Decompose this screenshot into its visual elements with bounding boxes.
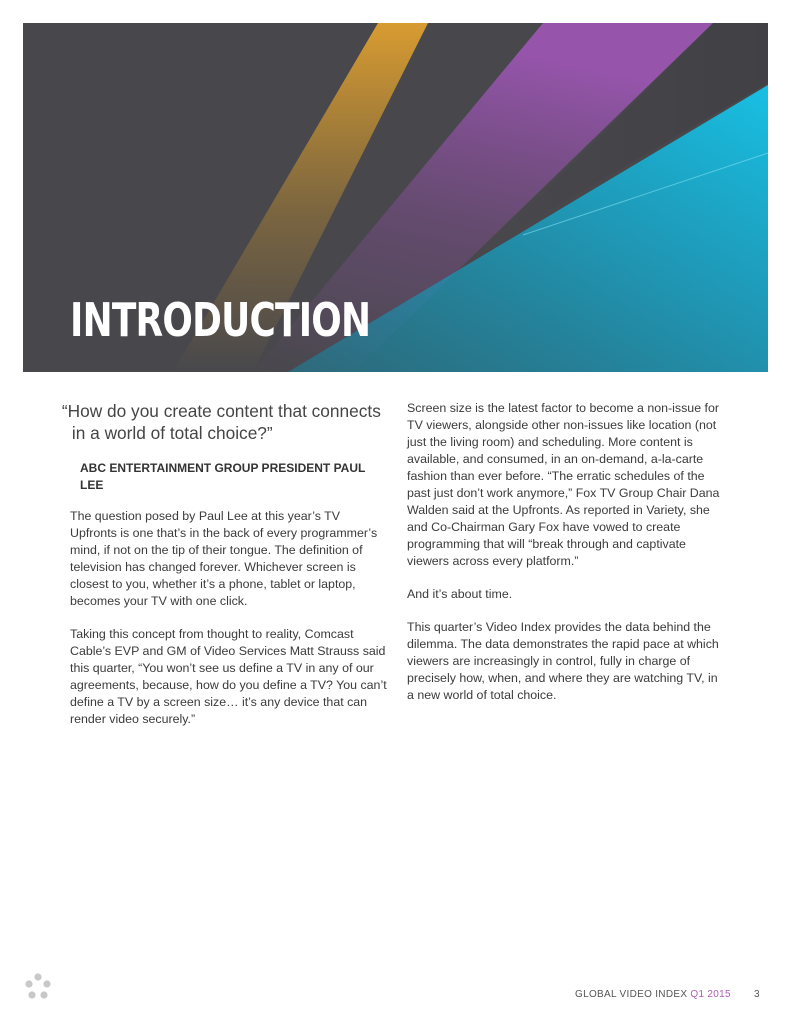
quote-attribution: ABC ENTERTAINMENT GROUP PRESIDENT PAUL LEE	[80, 461, 366, 492]
footer-report-name: GLOBAL VIDEO INDEX	[575, 989, 688, 1000]
body-paragraph: Screen size is the latest factor to become a non-issue for TV viewers, alongside other non-issues like location (not just the living room) and scheduling. More content is available, and consumed, in an on-demand, a-la-carte fashion than ever before. “The erratic schedules of the past just don’t work anymore,” Fox TV Group Chair Dana Walden said at the Upfronts. As reported in Variety, she and Co-Chairman Gary Fox have vowed to create programming that will “break through and captivate viewers across every platform.”	[407, 401, 720, 568]
footer-quarter: Q1 2015	[690, 989, 731, 1000]
body-paragraph: The question posed by Paul Lee at this year’s TV Upfronts is one that’s in the back of every programmer’s mind, if not on the tip of their tongue. The definition of television has changed forever. Whichever screen is closest to you, whether it’s a phone, tablet or laptop, becomes your TV with one click.	[70, 509, 378, 608]
pull-quote-line-2: in a world of total choice?”	[71, 423, 273, 443]
hero-banner	[23, 23, 768, 372]
body-paragraph: Taking this concept from thought to reality, Comcast Cable’s EVP and GM of Video Services Matt Strauss said this quarter, “You won’t see us define a TV in any of our agreements, because, how do you define a TV? You can’t define a TV by a screen size… it’s any device that can render video securely.”	[70, 627, 387, 726]
right-column	[407, 400, 727, 720]
body-paragraph: This quarter’s Video Index provides the data behind the dilemma. The data demonstrates the rapid pace at which viewers are increasingly in control, fully in charge of precisely how, when, and where they are watching TV, in a new world of total choice.	[407, 620, 719, 702]
pull-quote	[62, 400, 388, 444]
footer-title	[575, 989, 731, 1000]
page-title: INTRODUCTION	[70, 293, 371, 347]
page-number: 3	[754, 989, 760, 1000]
left-column	[61, 400, 388, 744]
dots-logo-icon	[23, 972, 53, 1007]
body-paragraph: And it’s about time.	[407, 587, 513, 601]
pull-quote-line-1: “How do you create content that connects	[61, 401, 381, 421]
